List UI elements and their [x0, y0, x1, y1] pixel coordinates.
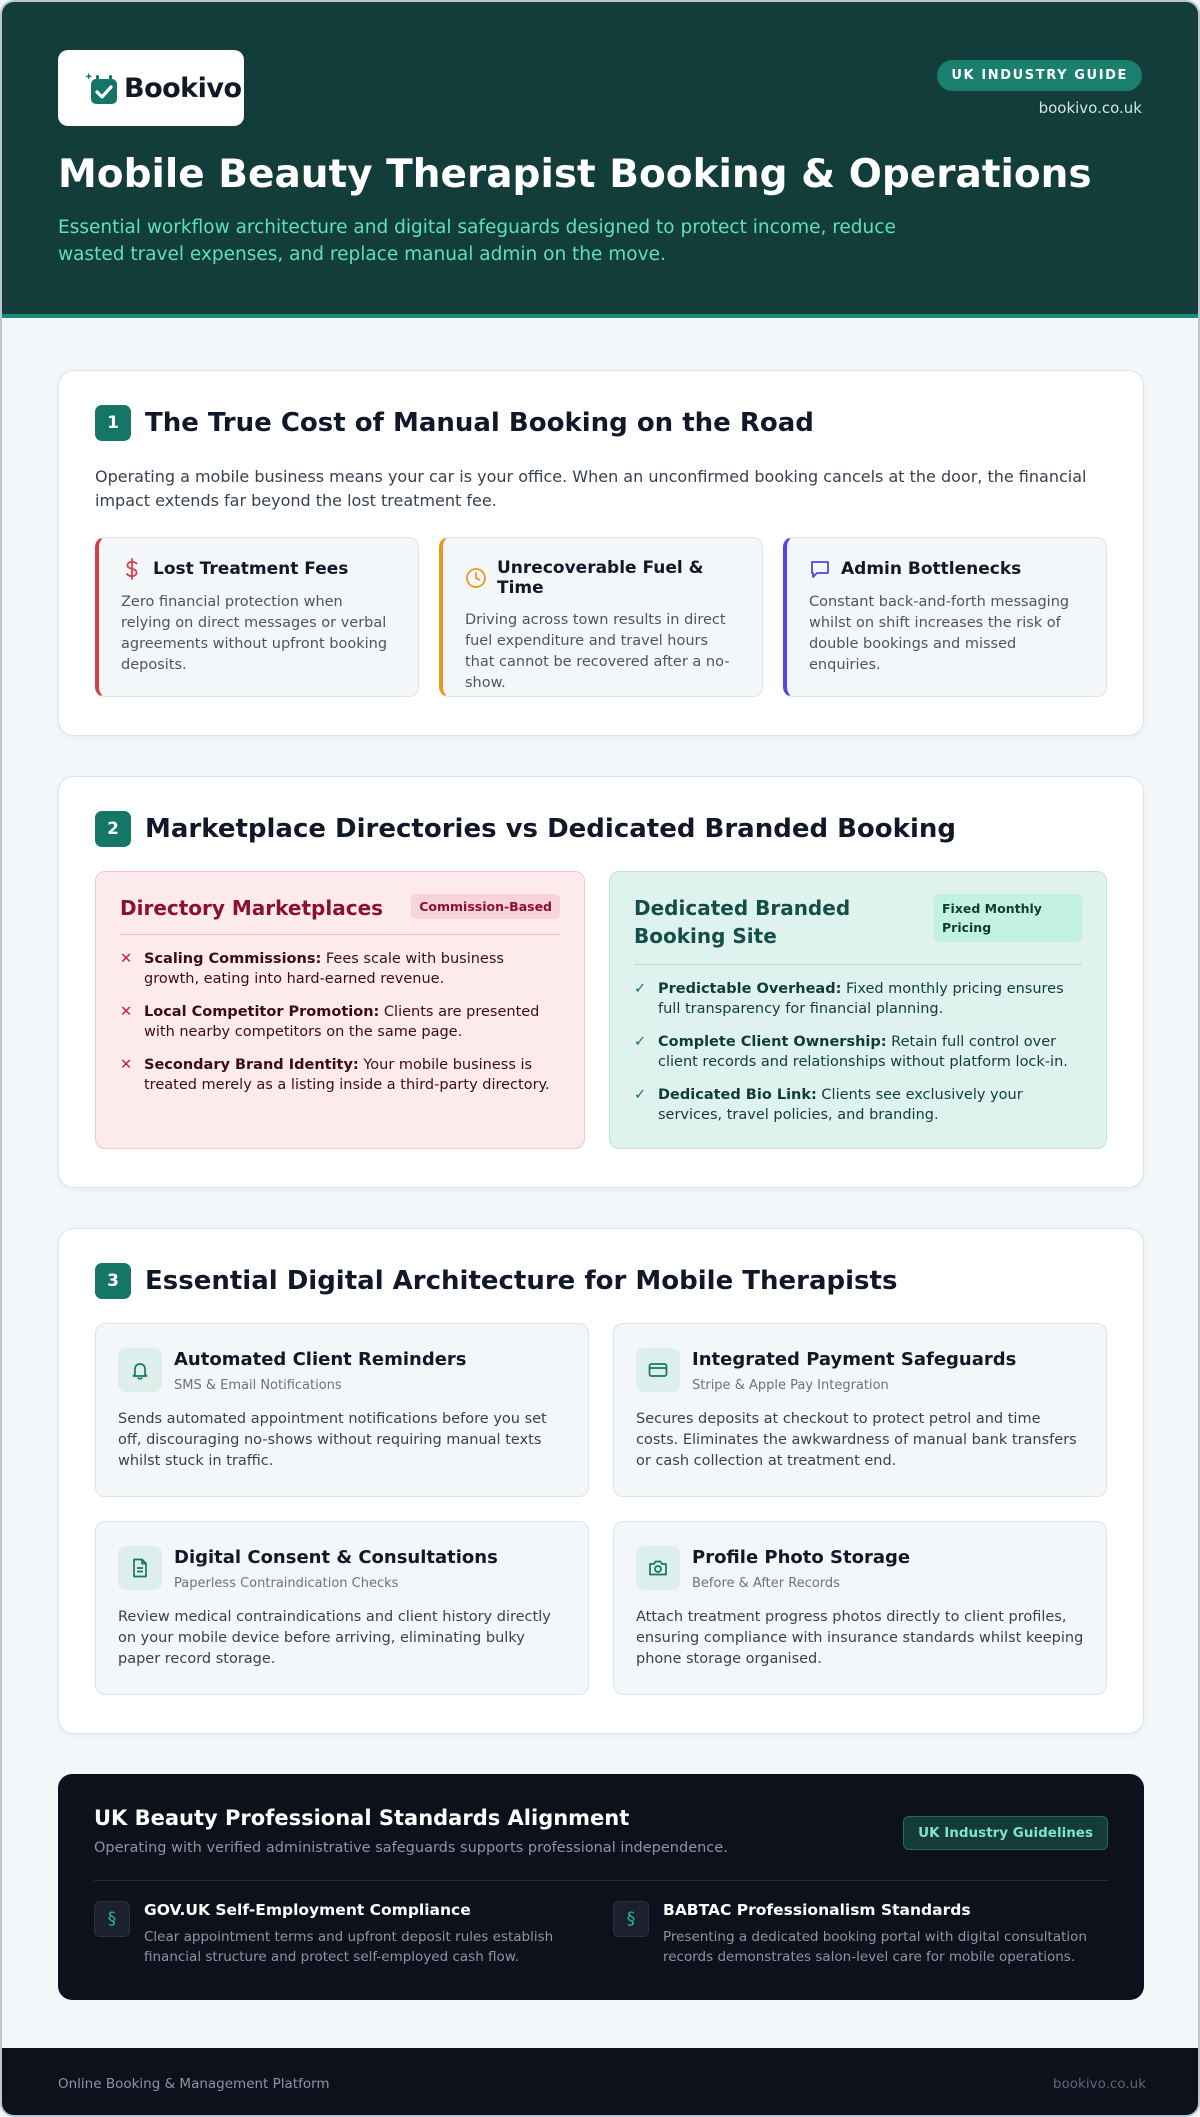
feature-subtitle: Paperless Contraindication Checks — [174, 1576, 399, 1591]
section-intro: Operating a mobile business means your car is your office. When an unconfirmed booking cancels at the door, the financial impact extends far beyond the lost treatment fee. — [95, 467, 1087, 510]
cost-card-title: Lost Treatment Fees — [153, 559, 349, 579]
standard-item-govuk — [94, 1901, 589, 1967]
cross-icon: ✕ — [120, 951, 133, 967]
cost-card-title: Admin Bottlenecks — [841, 559, 1022, 579]
cost-card-text: Constant back-and-forth messaging whilst on shift increases the risk of double bookings and missed enquiries. — [809, 594, 1070, 673]
feature-card-consent — [95, 1521, 589, 1695]
standard-text: Presenting a dedicated booking portal with digital consultation records demonstrates salon-level care for mobile operations. — [663, 1929, 1087, 1965]
cost-card-lost-fees — [95, 537, 419, 697]
standard-text: Clear appointment terms and upfront deposit rules establish financial structure and protect self-employed cash flow. — [144, 1929, 554, 1965]
list-item: ✓ Complete Client Ownership: Retain full control over client records and relationships without platform lock-in. — [634, 1034, 1068, 1070]
cost-card-title: Unrecoverable Fuel & Time — [497, 558, 704, 598]
branded-booking-card — [609, 871, 1107, 1149]
section-title: The True Cost of Manual Booking on the Road — [145, 408, 814, 438]
check-icon: ✓ — [634, 1087, 647, 1103]
footer — [2, 2048, 1200, 2117]
dollar-icon — [121, 558, 143, 580]
feature-title: Integrated Payment Safeguards — [692, 1349, 1017, 1370]
section-number: 3 — [95, 1263, 131, 1299]
feature-card-photos — [613, 1521, 1107, 1695]
cost-card-text: Driving across town results in direct fuel expenditure and travel hours that cannot be recovered after a no-show. — [465, 612, 730, 691]
list-item: ✓ Predictable Overhead: Fixed monthly pricing ensures full transparency for financial planning. — [634, 981, 1064, 1017]
footer-tagline: Online Booking & Management Platform — [58, 2075, 330, 2092]
feature-text: Attach treatment progress photos directly to client profiles, ensuring compliance with insurance standards whilst keeping phone storage organised. — [636, 1609, 1084, 1667]
message-icon — [809, 558, 831, 580]
logo-text: Bookivo — [124, 72, 242, 104]
cost-card-text: Zero financial protection when relying on direct messages or verbal agreements without upfront booking deposits. — [121, 594, 388, 673]
credit-card-icon — [636, 1348, 680, 1392]
feature-card-reminders — [95, 1323, 589, 1497]
industry-guide-badge: UK INDUSTRY GUIDE — [937, 60, 1142, 91]
feature-subtitle: Before & After Records — [692, 1576, 840, 1591]
feature-title: Automated Client Reminders — [174, 1349, 467, 1370]
feature-text: Secures deposits at checkout to protect petrol and time costs. Eliminates the awkwardness of manual bank transfers or cash collection at treatment end. — [636, 1411, 1077, 1469]
feature-subtitle: Stripe & Apple Pay Integration — [692, 1378, 889, 1393]
directory-marketplaces-card — [95, 871, 585, 1149]
divider — [94, 1880, 1108, 1881]
cross-icon: ✕ — [120, 1057, 133, 1073]
logo[interactable] — [58, 50, 244, 126]
section-sign-icon: § — [613, 1901, 649, 1937]
standards-title: UK Beauty Professional Standards Alignment — [94, 1806, 630, 1830]
calendar-check-icon — [84, 70, 120, 106]
card-title: Dedicated Branded Booking Site — [634, 896, 851, 948]
feature-text: Sends automated appointment notifications before you set off, discouraging no-shows without requiring manual texts whilst stuck in traffic. — [118, 1411, 547, 1469]
section-title: Marketplace Directories vs Dedicated Branded Booking — [145, 814, 956, 844]
hero-header — [2, 2, 1198, 318]
section-true-cost — [58, 370, 1144, 736]
check-icon: ✓ — [634, 981, 647, 997]
cost-card-admin — [783, 537, 1107, 697]
feature-text: Review medical contraindications and client history directly on your mobile device before arriving, eliminating bulky paper record storage. — [118, 1609, 551, 1667]
standards-panel — [58, 1774, 1144, 2000]
check-icon: ✓ — [634, 1034, 647, 1050]
camera-icon — [636, 1546, 680, 1590]
document-icon — [118, 1546, 162, 1590]
list-item: ✕ Scaling Commissions: Fees scale with business growth, eating into hard-earned revenue. — [120, 951, 504, 987]
feature-subtitle: SMS & Email Notifications — [174, 1378, 342, 1393]
standard-title: BABTAC Professionalism Standards — [663, 1901, 971, 1919]
standards-subtitle: Operating with verified administrative safeguards supports professional independence. — [94, 1840, 728, 1856]
section-marketplace-vs-branded — [58, 776, 1144, 1188]
feature-title: Digital Consent & Consultations — [174, 1547, 498, 1568]
cost-card-fuel-time — [439, 537, 763, 697]
section-title: Essential Digital Architecture for Mobile Therapists — [145, 1266, 898, 1296]
footer-site-link[interactable]: bookivo.co.uk — [1052, 2075, 1146, 2092]
page-title: Mobile Beauty Therapist Booking & Operations — [58, 152, 1092, 197]
pricing-tag: Fixed Monthly Pricing — [934, 894, 1082, 942]
standard-title: GOV.UK Self-Employment Compliance — [144, 1901, 471, 1919]
card-title: Directory Marketplaces — [120, 896, 384, 920]
standard-item-babtac — [613, 1901, 1108, 1967]
commission-tag: Commission-Based — [411, 894, 560, 919]
section-digital-architecture — [58, 1228, 1144, 1734]
section-number: 1 — [95, 405, 131, 441]
feature-card-payments — [613, 1323, 1107, 1497]
bell-icon — [118, 1348, 162, 1392]
list-item: ✕ Local Competitor Promotion: Clients are presented with nearby competitors on the same page. — [120, 1004, 540, 1040]
section-number: 2 — [95, 811, 131, 847]
industry-guidelines-badge: UK Industry Guidelines — [903, 1816, 1108, 1850]
clock-icon — [465, 567, 487, 589]
site-url[interactable]: bookivo.co.uk — [1038, 99, 1142, 117]
page-subtitle: Essential workflow architecture and digital safeguards designed to protect income, reduce wasted travel expenses, and replace manual admin on the move. — [58, 217, 896, 265]
list-item: ✕ Secondary Brand Identity: Your mobile business is treated merely as a listing inside a third-party directory. — [120, 1057, 550, 1093]
list-item: ✓ Dedicated Bio Link: Clients see exclusively your services, travel policies, and branding. — [634, 1087, 1023, 1123]
feature-title: Profile Photo Storage — [692, 1547, 911, 1568]
cross-icon: ✕ — [120, 1004, 133, 1020]
section-sign-icon: § — [94, 1901, 130, 1937]
